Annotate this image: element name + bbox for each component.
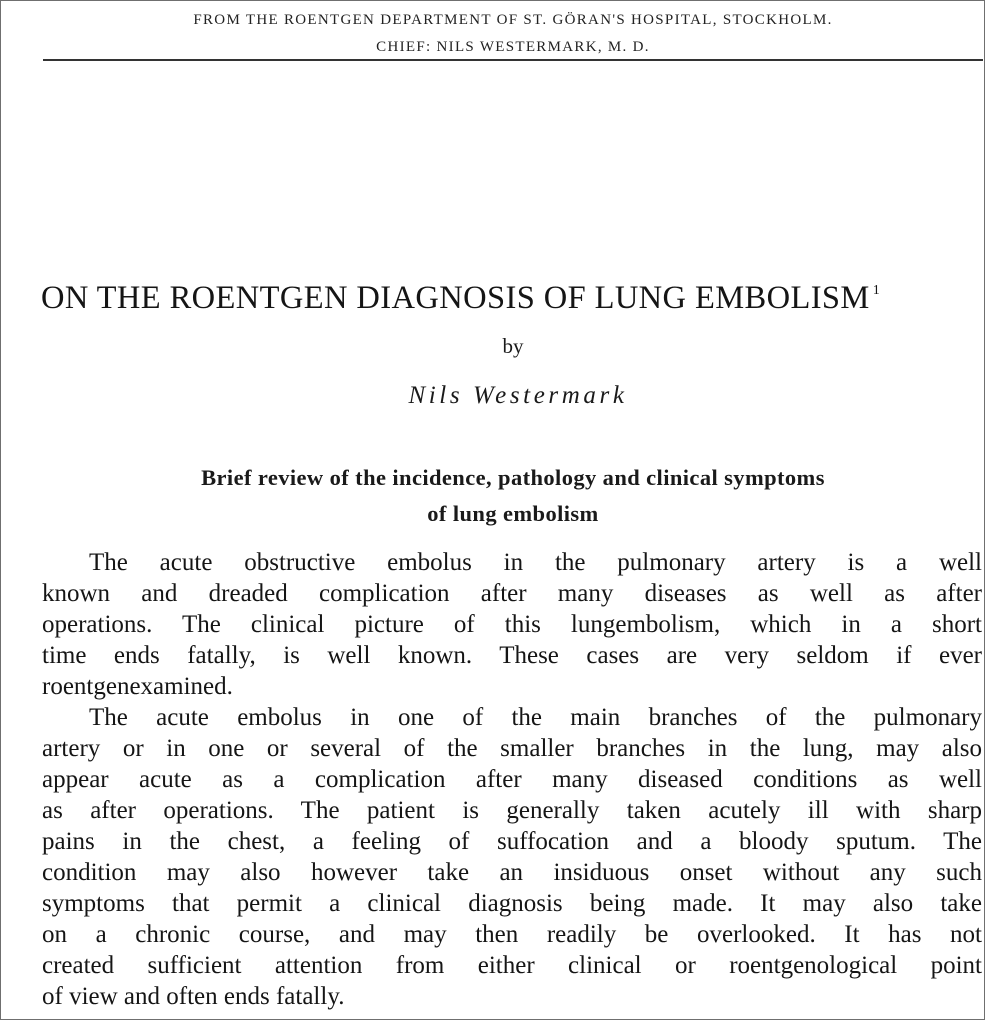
text-line: The acute obstructive embolus in the pulmonary artery is a well <box>89 549 982 576</box>
text-line: as after operations. The patient is generally taken acutely ill with sharp <box>42 797 982 824</box>
section-heading <box>43 460 983 532</box>
text-line: condition may also however take an insiduous onset without any such <box>42 859 982 886</box>
author-name: Nils Westermark <box>408 382 628 409</box>
text-line: time ends fatally, is well known. These cases are very seldom if ever <box>42 642 982 669</box>
section-heading-line-2: of lung embolism <box>427 501 599 526</box>
header-line-department: FROM THE ROENTGEN DEPARTMENT OF ST. GÖRAN'S HOSPITAL, STOCKHOLM. <box>193 12 833 28</box>
text-line: appear acute as a complication after many diseased conditions as well <box>42 766 982 793</box>
paragraph-1 <box>42 547 982 702</box>
header-line-chief: CHIEF: NILS WESTERMARK, M. D. <box>376 39 650 55</box>
article-title-text: ON THE ROENTGEN DIAGNOSIS OF LUNG EMBOLISM <box>41 280 870 316</box>
body-text <box>42 547 982 1012</box>
paragraph-2 <box>42 702 982 1012</box>
text-line: pains in the chest, a feeling of suffocation and a bloody sputum. The <box>42 828 982 855</box>
text-line: on a chronic course, and may then readily be overlooked. It has not <box>42 921 982 948</box>
header-divider <box>43 59 983 61</box>
section-heading-line-1: Brief review of the incidence, pathology and clinical symptoms <box>201 465 825 490</box>
text-line: created sufficient attention from either clinical or roentgenological point <box>42 952 982 979</box>
article-title <box>41 269 985 320</box>
byline: by <box>502 334 524 358</box>
footnote-marker: 1 <box>872 283 881 298</box>
text-line: The acute embolus in one of the main branches of the pulmonary <box>89 704 982 731</box>
text-line: operations. The clinical picture of this lungembolism, which in a short <box>42 611 982 638</box>
text-line: artery or in one or several of the smaller branches in the lung, may also <box>42 735 982 762</box>
text-line: roentgenexamined. <box>42 673 233 700</box>
text-line: symptoms that permit a clinical diagnosis being made. It may also take <box>42 890 982 917</box>
institution-header <box>43 7 983 61</box>
text-line: of view and often ends fatally. <box>42 983 345 1010</box>
text-line: known and dreaded complication after many diseases as well as after <box>42 580 982 607</box>
